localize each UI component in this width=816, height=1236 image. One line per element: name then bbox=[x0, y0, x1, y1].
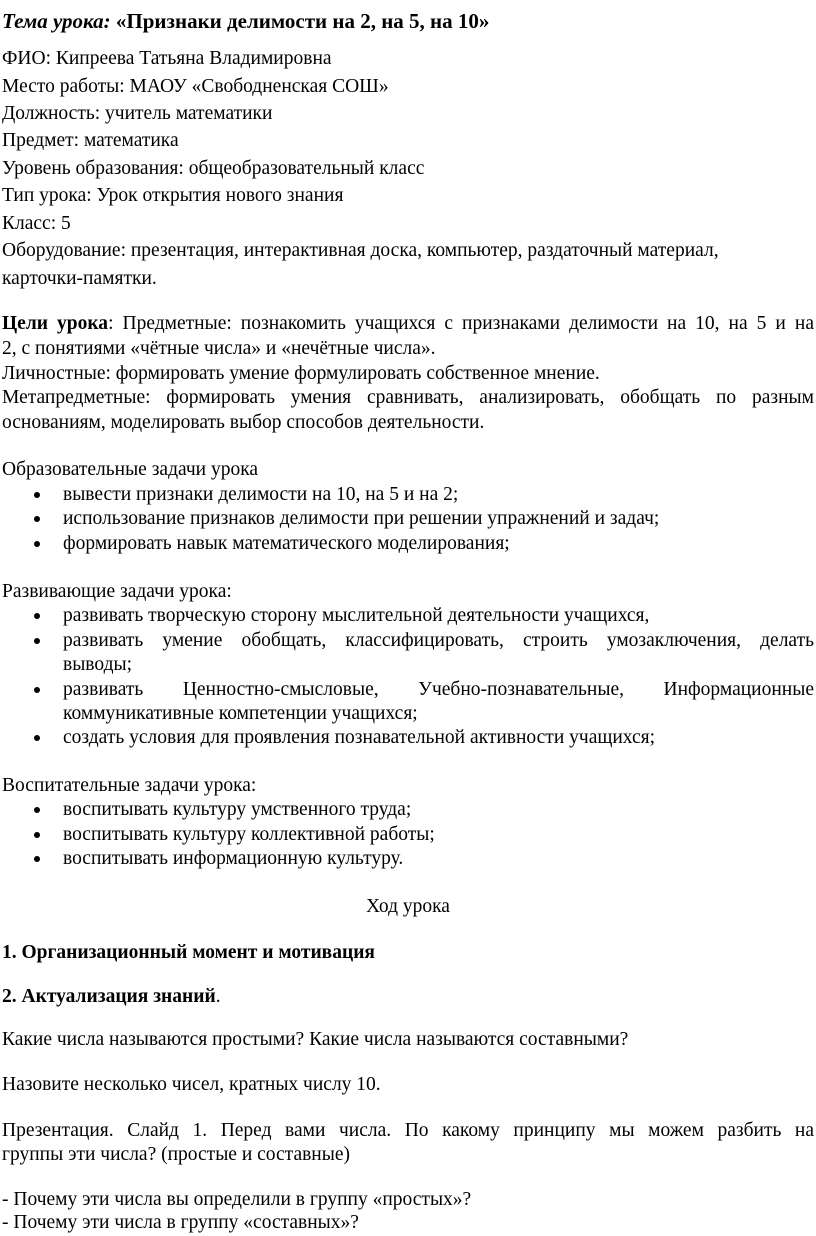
bullet-icon bbox=[34, 613, 40, 619]
document-page: Тема урока: «Признаки делимости на 2, на 5, на 10» ФИО: Кипреева Татьяна Владимировна Место работы: МАОУ «Свободненская СОШ» Должность: учитель математики Предмет: математика Уровень образования: общеобразовательный класс Тип урока: Урок открытия нового знания Класс: 5 Оборудование: презентация, интерактивная доска, компьютер, раздаточный материал, карточки-памятки. Цели урока: Предметные: познакомить учащихся с признаками делимости на 10, на 5 и на 2, с понятиями «чётные числа» и «нечётные числа». Личностные: формировать умение формулировать собственное мнение. Метапредметные: формировать умения сравнивать, анализировать, обобщать по разным основаниям, моделировать выбор способов деятельности. Образовательные задачи урока вывести признаки делимости на 10, на 5 и на 2; использование признаков делимости при решении упражнений и задач; формировать навык математического моделирования; Развивающие задачи урока: развивать творческую сторону мыслительной деятельности учащихся, развивать умение обобщать, классифицировать, строить умозаключения, делать выводы; развивать Ценностно-смысловые, Учебно-познавательные, Информационные коммуникативные компетенции учащихся; создать условия для проявления познавательной активности учащихся; Воспитательные задачи урока: воспитывать культуру умственного труда; воспитывать культуру коллективной работы; воспитывать информационную культуру. Ход урока 1. Организационный момент и мотивация 2. Актуализация знаний. Какие числа называются простыми? Какие числа называются составными? Назовите несколько чисел, кратных числу 10. Презентация. Слайд 1. Перед вами числа. По какому принципу мы можем разбить на группы эти числа? (простые и составные) - Почему эти числа вы определили в группу «простых»? - Почему эти числа в группу «составных»? bbox=[0, 0, 816, 1236]
bullet-icon bbox=[34, 807, 40, 813]
info-level: Уровень образования: общеобразовательный класс bbox=[2, 158, 425, 179]
educational-heading: Образовательные задачи урока bbox=[2, 459, 259, 480]
goals-personal: Личностные: формировать умение формулировать собственное мнение. bbox=[2, 363, 600, 384]
course-heading: Ход урока bbox=[366, 896, 450, 917]
lesson-title-text: «Признаки делимости на 2, на 5, на 10» bbox=[115, 9, 490, 33]
bullet-icon bbox=[34, 687, 40, 693]
info-fio: ФИО: Кипреева Татьяна Владимировна bbox=[2, 48, 332, 69]
bullet-icon bbox=[34, 541, 40, 547]
lesson-title bbox=[2, 8, 814, 34]
bullet-icon bbox=[34, 492, 40, 498]
goals-subject-text: : Предметные: познакомить учащихся с признаками делимости на 10, на 5 и на bbox=[108, 313, 814, 334]
course-step-1: 1. Организационный момент и мотивация bbox=[2, 942, 375, 963]
bullet-icon bbox=[34, 735, 40, 741]
info-grade: Класс: 5 bbox=[2, 213, 71, 234]
dash-question-1: - Почему эти числа вы определили в группу «простых»? bbox=[2, 1189, 472, 1210]
info-equipment-line-2: карточки-памятки. bbox=[2, 268, 157, 289]
bullet-icon bbox=[34, 638, 40, 644]
slide-text-line-2: группы эти числа? (простые и составные) bbox=[2, 1144, 350, 1165]
dash-question-2: - Почему эти числа в группу «составных»? bbox=[2, 1212, 359, 1233]
question-1: Какие числа называются простыми? Какие числа называются составными? bbox=[2, 1029, 629, 1050]
upbringing-heading: Воспитательные задачи урока: bbox=[2, 775, 257, 796]
info-position: Должность: учитель математики bbox=[2, 103, 273, 124]
question-2: Назовите несколько чисел, кратных числу 10. bbox=[2, 1074, 381, 1095]
bullet-icon bbox=[34, 516, 40, 522]
goals-meta-line-2: основаниям, моделировать выбор способов деятельности. bbox=[2, 412, 485, 433]
bullet-icon bbox=[34, 856, 40, 862]
lesson-title-label: Тема урока: bbox=[2, 9, 111, 33]
course-step-2: 2. Актуализация знаний. bbox=[2, 986, 221, 1007]
goals-meta-line-1: Метапредметные: формировать умения сравнивать, анализировать, обобщать по разным bbox=[2, 387, 814, 408]
goals-subject-line-1 bbox=[2, 311, 814, 337]
info-lesson-type: Тип урока: Урок открытия нового знания bbox=[2, 185, 344, 206]
bullet-icon bbox=[34, 832, 40, 838]
goals-label: Цели урока bbox=[2, 313, 109, 334]
slide-text-line-1: Презентация. Слайд 1. Перед вами числа. По какому принципу мы можем разбить на bbox=[2, 1120, 814, 1141]
info-subject: Предмет: математика bbox=[2, 130, 179, 151]
info-workplace: Место работы: МАОУ «Свободненская СОШ» bbox=[2, 76, 389, 97]
info-equipment-line-1: Оборудование: презентация, интерактивная доска, компьютер, раздаточный материал, bbox=[2, 240, 719, 261]
developmental-heading: Развивающие задачи урока: bbox=[2, 581, 232, 602]
goals-subject-line-2: 2, с понятиями «чётные числа» и «нечётные числа». bbox=[2, 338, 436, 359]
